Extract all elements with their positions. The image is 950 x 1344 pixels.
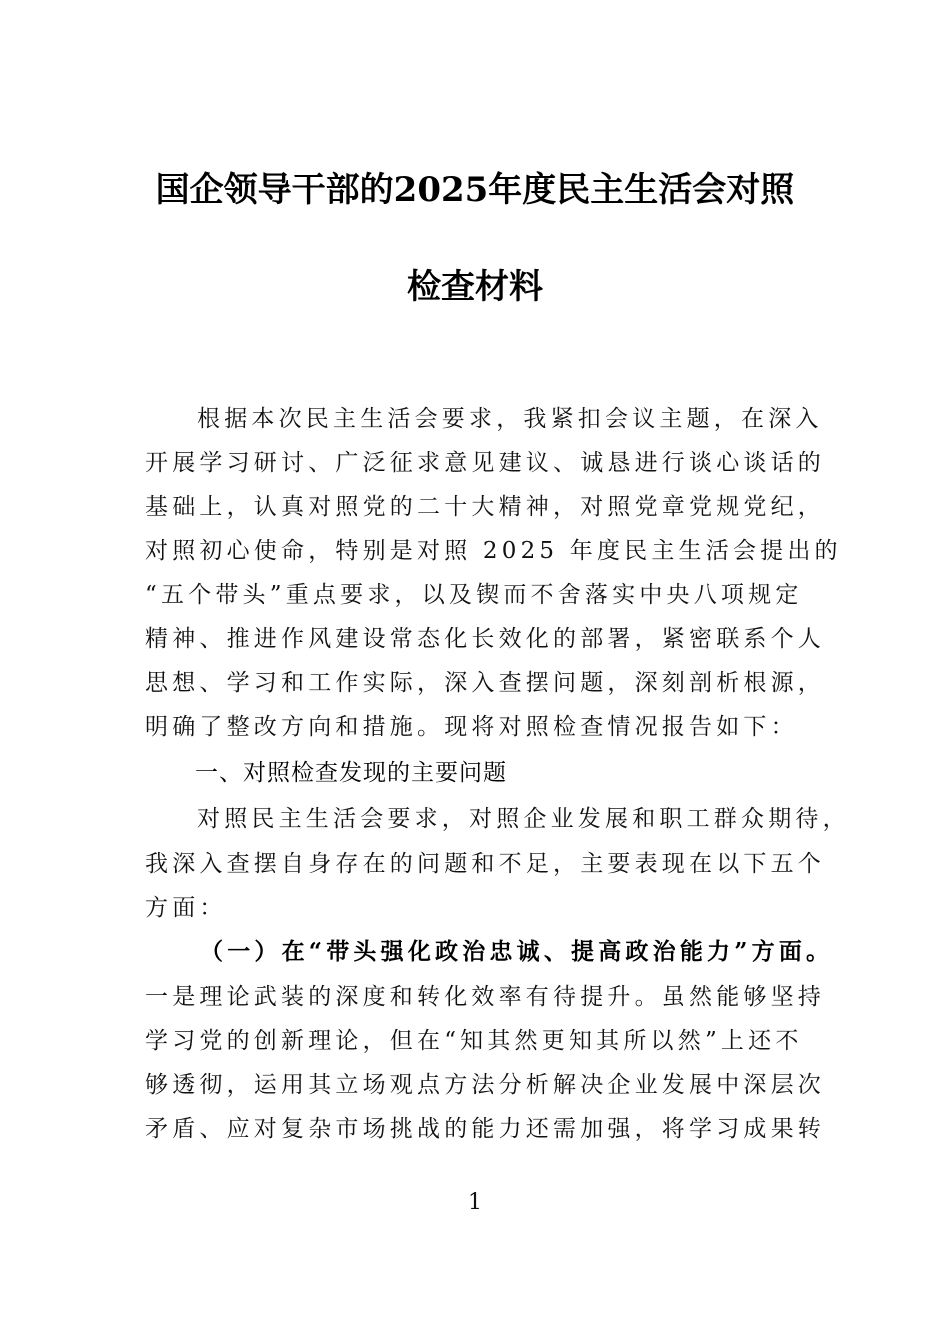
subsection-1-heading: （一）在“带头强化政治忠诚、提高政治能力”方面。 xyxy=(200,938,834,965)
subsection-1-line: 矛盾、应对复杂市场挑战的能力还需加强，将学习成果转 xyxy=(145,1116,825,1142)
document-title-line-1: 国企领导干部的2025年度民主生活会对照 xyxy=(155,170,795,210)
section-1-heading: 一、对照检查发现的主要问题 xyxy=(195,760,507,786)
section-1-line: 方面： xyxy=(145,895,227,921)
intro-line: 对照初心使命，特别是对照 2025 年度民主生活会提出的 xyxy=(145,538,842,564)
intro-line: 思想、学习和工作实际，深入查摆问题，深刻剖析根源， xyxy=(145,670,825,696)
intro-line: 基础上，认真对照党的二十大精神，对照党章党规党纪， xyxy=(145,494,825,520)
intro-line: “五个带头”重点要求，以及锲而不舍落实中央八项规定 xyxy=(145,582,803,608)
section-1-line: 我深入查摆自身存在的问题和不足，主要表现在以下五个 xyxy=(145,851,825,877)
subsection-1-line: 学习党的创新理论，但在“知其然更知其所以然”上还不 xyxy=(145,1028,803,1054)
intro-line: 根据本次民主生活会要求，我紧扣会议主题，在深入 xyxy=(197,406,823,432)
subsection-1-line: 够透彻，运用其立场观点方法分析解决企业发展中深层次 xyxy=(145,1072,825,1098)
section-1-line: 对照民主生活会要求，对照企业发展和职工群众期待， xyxy=(197,806,850,832)
subsection-1-line: 一是理论武装的深度和转化效率有待提升。虽然能够坚持 xyxy=(145,984,825,1010)
intro-line: 开展学习研讨、广泛征求意见建议、诚恳进行谈心谈话的 xyxy=(145,450,825,476)
page-number: 1 xyxy=(468,1190,482,1215)
intro-line: 精神、推进作风建设常态化长效化的部署，紧密联系个人 xyxy=(145,626,825,652)
intro-line: 明确了整改方向和措施。现将对照检查情况报告如下： xyxy=(145,714,798,740)
document-title-line-2: 检查材料 xyxy=(407,267,543,307)
